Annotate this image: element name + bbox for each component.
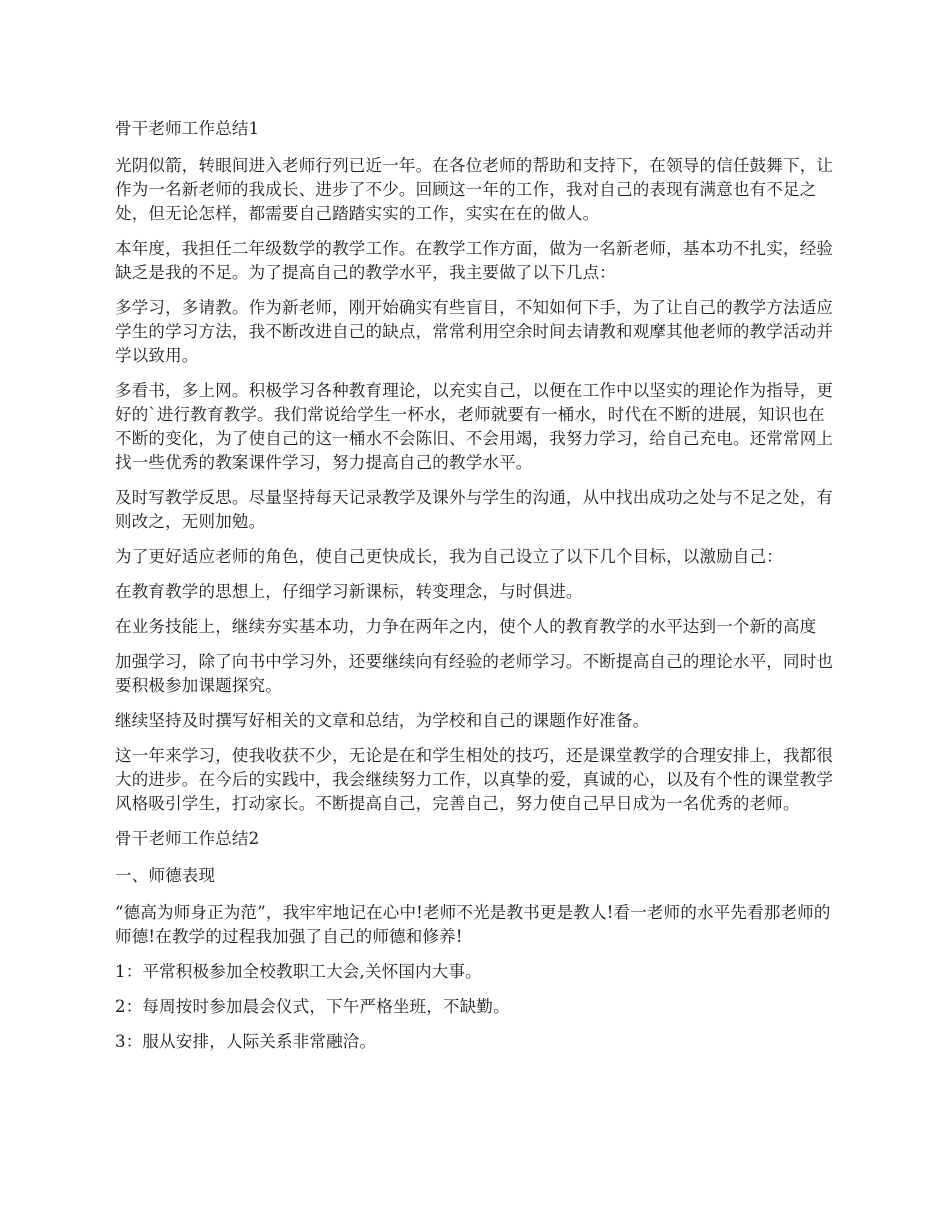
- list-item: 1：平常积极参加全校教职工大会,关怀国内大事。: [115, 962, 482, 981]
- paragraph: 多学习，多请教。作为新老师，刚开始确实有些盲目，不知如何下手，为了让自己的教学方法适应学生的学习方法，我不断改进自己的缺点，常常利用空余时间去请教和观摩其他老师的教学活动并学以致用。: [115, 298, 834, 365]
- paragraph: 多看书，多上网。积极学习各种教育理论，以充实自己，以便在工作中以坚实的理论作为指导，更好的`进行教育教学。我们常说给学生一杯水，老师就要有一桶水，时代在不断的进展，知识也在不断的变化，为了使自己的这一桶水不会陈旧、不会用竭，我努力学习，给自己充电。还常常网上找一些优秀的教案课件学习，努力提高自己的教学水平。: [115, 381, 834, 472]
- paragraph: 光阴似箭，转眼间进入老师行列已近一年。在各位老师的帮助和支持下，在领导的信任鼓舞下，让作为一名新老师的我成长、进步了不少。回顾这一年的工作，我对自己的表现有满意也有不足之处，但无论怎样，都需要自己踏踏实实的工作，实实在在的做人。: [115, 156, 834, 223]
- section-title-2: 骨干老师工作总结2: [115, 829, 260, 848]
- paragraph: 为了更好适应老师的角色，使自己更快成长，我为自己设立了以下几个目标，以激励自己：: [115, 547, 783, 566]
- paragraph: 继续坚持及时撰写好相关的文章和总结，为学校和自己的课题作好准备。: [115, 711, 650, 730]
- paragraph: 本年度，我担任二年级数学的教学工作。在教学工作方面，做为一名新老师，基本功不扎实，经验缺乏是我的不足。为了提高自己的教学水平，我主要做了以下几点：: [115, 239, 834, 282]
- paragraph: 及时写教学反思。尽量坚持每天记录教学及课外与学生的沟通，从中找出成功之处与不足之处，有则改之，无则加勉。: [115, 488, 834, 531]
- paragraph: “德高为师身正为范”，我牢牢地记在心中!老师不光是教书更是教人!看一老师的水平先看那老师的师德!在教学的过程我加强了自己的师德和修养!: [115, 903, 831, 946]
- paragraph: 加强学习，除了向书中学习外，还要继续向有经验的老师学习。不断提高自己的理论水平，同时也要积极参加课题探究。: [115, 652, 834, 695]
- section-title-1: 骨干老师工作总结1: [115, 119, 260, 138]
- list-item: 3：服从安排，人际关系非常融洽。: [115, 1032, 377, 1051]
- paragraph: 这一年来学习，使我收获不少，无论是在和学生相处的技巧，还是课堂教学的合理安排上，我都很大的进步。在今后的实践中，我会继续努力工作，以真挚的爱，真诚的心，以及有个性的课堂教学风格吸引学生，打动家长。不断提高自己，完善自己，努力使自己早日成为一名优秀的老师。: [115, 746, 834, 813]
- paragraph: 在业务技能上，继续夯实基本功，力争在两年之内，使个人的教育教学的水平达到一个新的高度: [115, 617, 817, 636]
- subsection-title: 一、师德表现: [115, 866, 216, 885]
- list-item: 2：每周按时参加晨会仪式，下午严格坐班，不缺勤。: [115, 997, 510, 1016]
- paragraph: 在教育教学的思想上，仔细学习新课标，转变理念，与时俱进。: [115, 582, 583, 601]
